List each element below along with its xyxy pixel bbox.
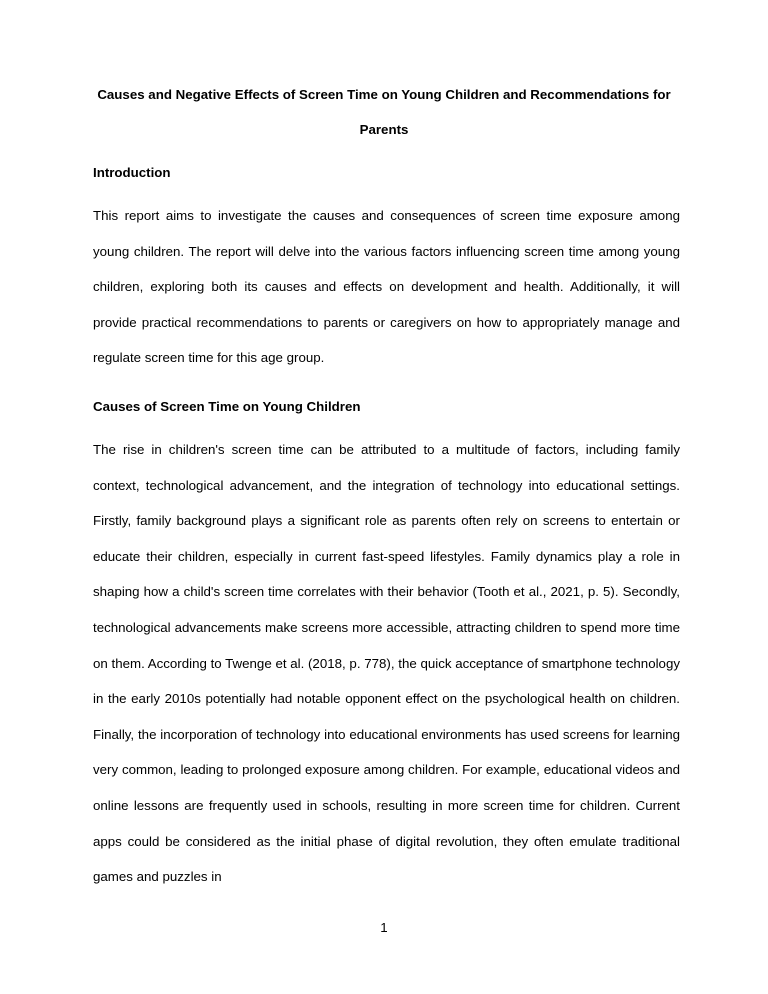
section-heading-causes: Causes of Screen Time on Young Children bbox=[93, 399, 361, 414]
document-title-line-2: Parents bbox=[359, 122, 409, 137]
document-title-line-1: Causes and Negative Effects of Screen Time on Young Children and Recommendations for bbox=[97, 87, 671, 102]
section-heading-introduction: Introduction bbox=[93, 165, 171, 180]
page-number: 1 bbox=[380, 920, 388, 935]
causes-paragraph: The rise in children's screen time can be attributed to a multitude of factors, including family context, technological advancement, and the integration of technology into educational settings. Firstly, family background plays a significant role as parents often rely on screens to entertain or educate their children, especially in current fast-speed lifestyles. Family dynamics play a role in shaping how a child's screen time correlates with their behavior (Tooth et al., 2021, p. 5). Secondly, technological advancements make screens more accessible, attracting children to spend more time on them. According to Twenge et al. (2018, p. 778), the quick acceptance of smartphone technology in the early 2010s potentially had notable opponent effect on the psychological health on children. Finally, the incorporation of technology into educational environments has used screens for learning very common, leading to prolonged exposure among children. For example, educational videos and online lessons are frequently used in schools, resulting in more screen time for children. Current apps could be considered as the initial phase of digital revolution, they often emulate traditional games and puzzles in bbox=[93, 442, 680, 885]
introduction-paragraph: This report aims to investigate the causes and consequences of screen time exposure among young children. The report will delve into the various factors influencing screen time among young children, exploring both its causes and effects on development and health. Additionally, it will provide practical recommendations to parents or caregivers on how to appropriately manage and regulate screen time for this age group. bbox=[93, 208, 680, 366]
